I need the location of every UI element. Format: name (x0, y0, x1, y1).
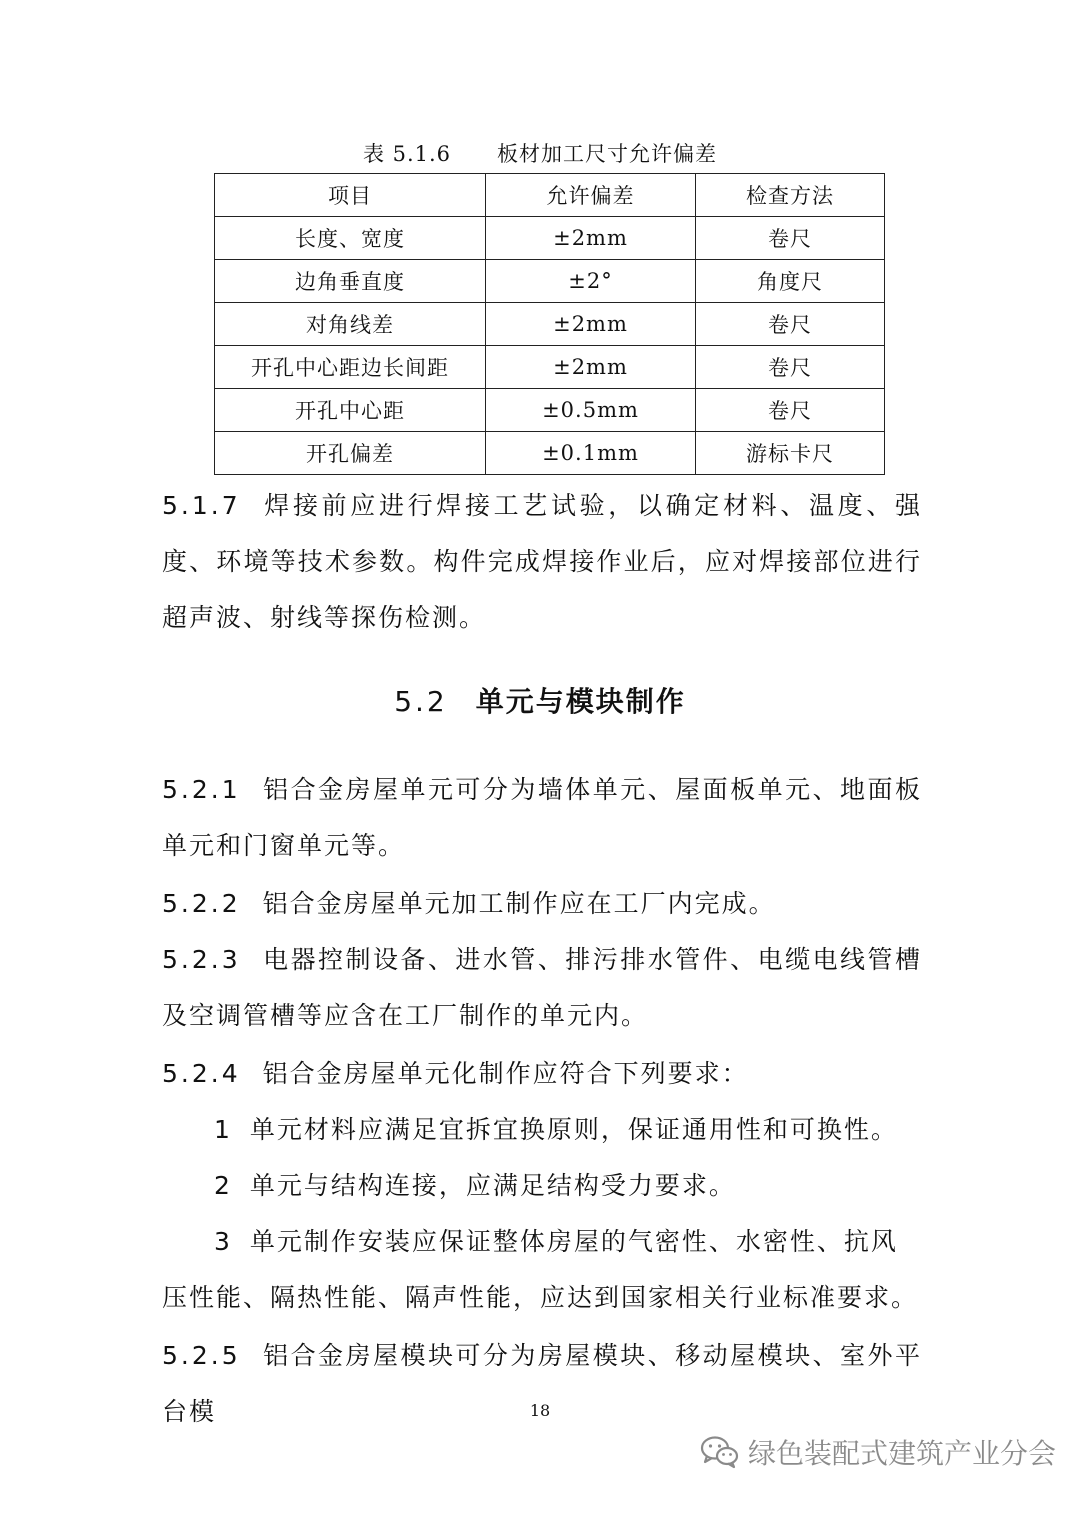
list-item-number: 2 (214, 1171, 232, 1200)
cell-deviation: ±2° (486, 260, 696, 303)
cell-item: 开孔偏差 (215, 432, 486, 475)
table-header-row (215, 174, 885, 217)
clause-text: 铝合金房屋单元加工制作应在工厂内完成。 (262, 889, 776, 918)
clause-number: 5.1.7 (162, 491, 241, 520)
clause-number: 5.2.5 (162, 1341, 241, 1370)
cell-deviation: ±0.1mm (486, 432, 696, 475)
clause-5-2-4 (162, 1046, 922, 1102)
clause-text: 电器控制设备、进水管、排污排水管件、电缆电线管槽及空调管槽等应含在工厂制作的单元内。 (162, 945, 922, 1030)
cell-method: 卷尺 (696, 217, 885, 260)
cell-method: 卷尺 (696, 303, 885, 346)
section-title: 单元与模块制作 (475, 685, 686, 718)
table-row (215, 389, 885, 432)
header-deviation: 允许偏差 (486, 174, 696, 217)
table-caption (0, 138, 1080, 168)
table-row (215, 346, 885, 389)
table-row (215, 303, 885, 346)
clause-text: 铝合金房屋单元化制作应符合下列要求： (262, 1059, 749, 1088)
cell-method: 卷尺 (696, 389, 885, 432)
section-heading (0, 680, 1080, 720)
list-item-text: 单元材料应满足宜拆宜换原则，保证通用性和可换性。 (249, 1115, 898, 1144)
cell-deviation: ±2mm (486, 346, 696, 389)
cell-deviation: ±2mm (486, 217, 696, 260)
list-item (162, 1102, 922, 1158)
header-method: 检查方法 (696, 174, 885, 217)
clause-text: 铝合金房屋模块可分为房屋模块、移动屋模块、室外平台模 (162, 1341, 922, 1426)
clause-number: 5.2.3 (162, 945, 241, 974)
table-caption-number: 表 5.1.6 (362, 142, 452, 166)
watermark-text: 绿色装配式建筑产业分会 (748, 1437, 1057, 1470)
table-caption-title: 板材加工尺寸允许偏差 (497, 142, 718, 166)
cell-method: 游标卡尺 (696, 432, 885, 475)
deviation-table (214, 173, 885, 475)
clause-number: 5.2.1 (162, 775, 241, 804)
cell-method: 卷尺 (696, 346, 885, 389)
clause-5-2-2 (162, 876, 922, 932)
list-item-text: 单元制作安装应保证整体房屋的气密性、水密性、抗风压性能、隔热性能、隔声性能，应达到国家相关行业标准要求。 (162, 1227, 919, 1312)
cell-item: 边角垂直度 (215, 260, 486, 303)
wechat-icon (700, 1435, 740, 1469)
cell-item: 开孔中心距边长间距 (215, 346, 486, 389)
page-number: 18 (529, 1401, 551, 1420)
table-row (215, 260, 885, 303)
table-row (215, 217, 885, 260)
clause-5-2-5 (162, 1328, 922, 1440)
cell-method: 角度尺 (696, 260, 885, 303)
table-row (215, 432, 885, 475)
cell-item: 对角线差 (215, 303, 486, 346)
list-item (162, 1158, 922, 1214)
list-item (162, 1214, 922, 1326)
clause-5-2-1 (162, 762, 922, 874)
cell-item: 开孔中心距 (215, 389, 486, 432)
clause-number: 5.2.4 (162, 1059, 241, 1088)
clause-text: 铝合金房屋单元可分为墙体单元、屋面板单元、地面板单元和门窗单元等。 (162, 775, 922, 860)
clause-5-1-7 (162, 478, 922, 646)
clause-text: 焊接前应进行焊接工艺试验，以确定材料、温度、强度、环境等技术参数。构件完成焊接作业后，应对焊接部位进行超声波、射线等探伤检测。 (162, 491, 922, 632)
cell-item: 长度、宽度 (215, 217, 486, 260)
cell-deviation: ±0.5mm (486, 389, 696, 432)
list-item-number: 3 (214, 1227, 232, 1256)
header-item: 项目 (215, 174, 486, 217)
list-item-text: 单元与结构连接，应满足结构受力要求。 (249, 1171, 736, 1200)
section-number: 5.2 (394, 685, 448, 718)
watermark (700, 1432, 1056, 1472)
clause-5-2-3 (162, 932, 922, 1044)
list-item-number: 1 (214, 1115, 232, 1144)
clause-number: 5.2.2 (162, 889, 241, 918)
cell-deviation: ±2mm (486, 303, 696, 346)
